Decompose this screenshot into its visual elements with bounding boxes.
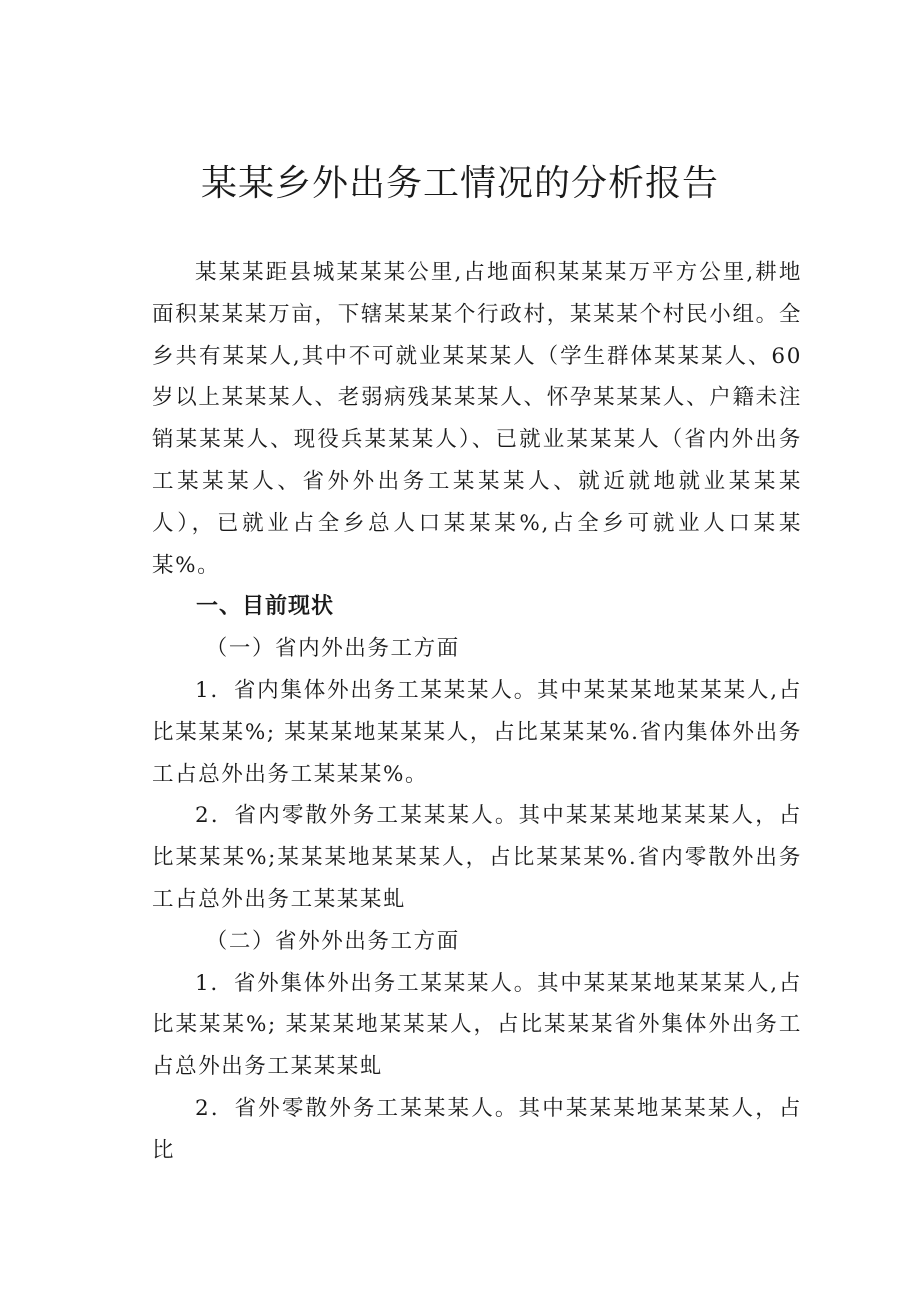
subsection-heading-in-province: （一）省内外出务工方面 bbox=[205, 636, 460, 662]
document-title: 某某乡外出务工情况的分析报告 bbox=[200, 163, 719, 204]
paragraph-in-province-collective: 1．省内集体外出务工某某某人。其中某某某地某某某人,占比某某某%; 某某某地某某某人，占比某某某%.省内集体外出务工占总外出务工某某某%。 bbox=[152, 677, 802, 787]
paragraph-out-province-scattered: 2．省外零散外务工某某某人。其中某某某地某某某人，占比 bbox=[152, 1095, 802, 1163]
subsection-heading-out-province: （二）省外外出务工方面 bbox=[205, 928, 460, 954]
paragraph-in-province-scattered: 2．省内零散外务工某某某人。其中某某某地某某某人，占比某某某%;某某某地某某某人，占比某某某%.省内零散外出务工占总外出务工某某某虬 bbox=[152, 803, 802, 912]
section-heading-current-status: 一、目前现状 bbox=[196, 594, 335, 620]
document-body bbox=[152, 252, 802, 1172]
intro-paragraph: 某某某距县城某某某公里,占地面积某某某万平方公里,耕地面积某某某万亩，下辖某某某个行政村，某某某个村民小组。全乡共有某某人,其中不可就业某某某人（学生群体某某某人、60岁以上某某某人、老弱病残某某某人、怀孕某某某人、户籍未注销某某某人、现役兵某某某人）、已就业某某某人（省内外出务工某某某人、省外外出务工某某某人、就近就地就业某某某人），已就业占全乡总人口某某某%,占全乡可就业人口某某某%。 bbox=[152, 260, 802, 578]
paragraph-out-province-collective: 1．省外集体外出务工某某某人。其中某某某地某某某人,占比某某某%; 某某某地某某某人，占比某某某省外集体外出务工占总外出务工某某某虬 bbox=[152, 970, 802, 1080]
